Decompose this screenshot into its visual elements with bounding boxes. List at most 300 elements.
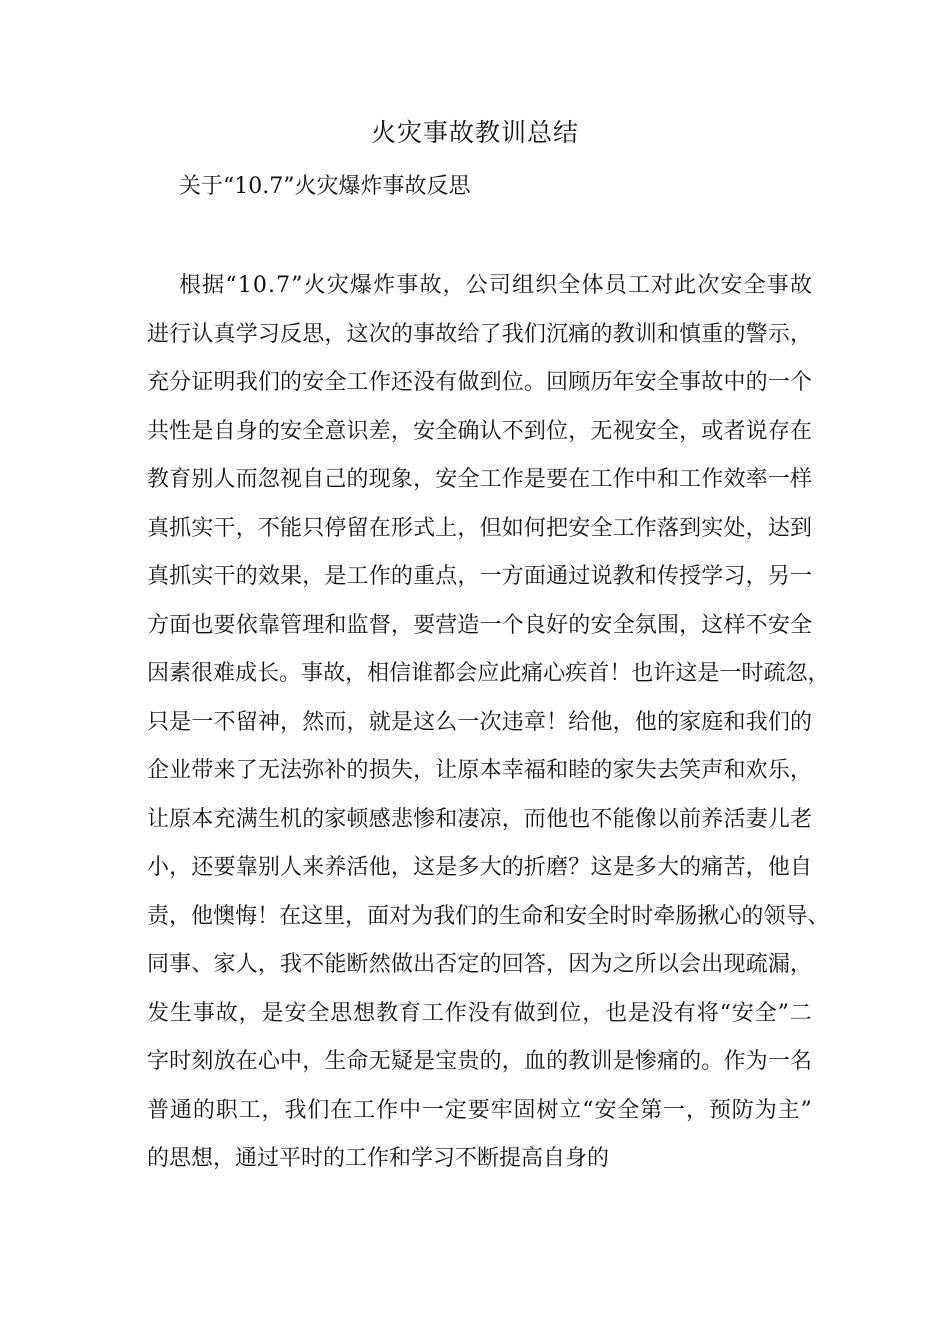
line-character: 的 [346, 758, 369, 783]
line-character: 训 [590, 1049, 613, 1074]
line-character: 此 [674, 273, 697, 298]
line-character: 要 [546, 467, 569, 492]
line-character: ， [235, 515, 258, 541]
line-character: 时 [609, 903, 632, 929]
line-character: 次 [479, 709, 502, 735]
line-character: 。 [523, 370, 546, 395]
line-character: 全 [307, 1000, 330, 1026]
line-character: 故 [701, 370, 724, 395]
line-character: 到 [679, 515, 702, 541]
line-character: 的 [789, 709, 812, 735]
line-character: 中 [634, 467, 657, 492]
line-character: 不 [501, 418, 524, 444]
paragraph-line [147, 945, 812, 994]
line-character: 二 [789, 1000, 812, 1026]
line-character: 全 [789, 612, 812, 638]
line-character: 只 [147, 709, 170, 735]
line-character: 苦 [723, 855, 746, 880]
line-character: 历 [590, 370, 613, 395]
line-character: 教 [376, 1000, 399, 1026]
line-character: 在 [368, 515, 391, 541]
line-character: 督 [368, 612, 391, 638]
line-character: 说 [745, 418, 768, 444]
line-character: 做 [457, 370, 480, 395]
line-character: 家 [213, 952, 236, 977]
line-character: 和 [723, 709, 746, 735]
line-character: 来 [213, 758, 236, 783]
line-character: 名 [789, 1049, 812, 1074]
line-character: 在 [330, 1097, 353, 1123]
line-character: 一 [767, 1049, 790, 1074]
line-character: 训 [634, 321, 657, 347]
line-character: 本 [479, 758, 502, 783]
line-character: ， [169, 855, 192, 880]
line-character: 这 [413, 855, 436, 880]
line-character: 能 [324, 952, 347, 977]
line-character: 疾 [565, 661, 588, 686]
line-character: 实 [701, 515, 724, 541]
line-character: 是 [628, 1000, 651, 1026]
line-character: 牵 [653, 903, 676, 929]
line-character: 责 [147, 903, 170, 929]
line-character: 安 [568, 515, 591, 541]
line-character: 一 [191, 709, 214, 735]
line-character: 这 [701, 612, 724, 638]
line-character: 同 [147, 952, 170, 977]
line-character: 落 [656, 515, 679, 541]
line-character: 火 [303, 273, 326, 298]
line-character: 的 [501, 855, 524, 880]
line-character: 监 [346, 612, 369, 638]
line-character: 只 [302, 515, 325, 541]
paragraph-line [147, 266, 812, 315]
line-character: 而 [324, 709, 347, 735]
paragraph-line [147, 606, 812, 655]
line-character: 这 [301, 903, 324, 929]
line-character: ， [457, 564, 480, 589]
line-character: 答 [523, 952, 546, 977]
line-character: 方 [147, 612, 170, 638]
line-character: 存 [767, 418, 790, 444]
line-character: 视 [280, 467, 303, 492]
line-character: 忽 [785, 661, 808, 686]
line-character: 身 [235, 418, 258, 444]
line-character: 安 [280, 418, 303, 444]
line-character: 和 [634, 564, 657, 589]
line-character: 事 [413, 321, 436, 347]
line-character: 们 [767, 709, 790, 735]
line-character: 作 [501, 467, 524, 492]
line-character: 而 [235, 467, 258, 492]
paragraph-line [147, 315, 812, 364]
line-character: 们 [307, 1097, 330, 1123]
line-character: 作 [723, 1049, 746, 1074]
line-character: 灾 [326, 273, 349, 298]
line-character: 没 [650, 1000, 673, 1026]
line-character: 全 [590, 515, 613, 541]
document-title: 火灾事故教训总结 [370, 118, 579, 147]
line-character: 预 [708, 1097, 731, 1123]
line-character: 是 [191, 418, 214, 444]
line-character: 留 [346, 515, 369, 541]
line-character: 全 [587, 903, 610, 929]
line-character: 这 [590, 855, 613, 880]
line-character: 现 [723, 952, 746, 977]
line-character: 教 [147, 467, 170, 492]
line-character: 么 [435, 709, 458, 735]
line-character: 达 [767, 515, 790, 541]
line-character: 一 [767, 467, 790, 492]
line-character: 习 [257, 321, 280, 347]
line-character: 、 [807, 903, 830, 929]
line-character: 真 [147, 515, 170, 541]
line-character: ？ [568, 855, 591, 880]
line-character: 家 [612, 758, 635, 783]
line-character: 氛 [634, 612, 657, 638]
line-character: 面 [523, 564, 546, 589]
line-character: 是 [169, 709, 192, 735]
line-character: 但 [479, 515, 502, 541]
line-character: 样 [789, 467, 812, 492]
paragraph-line [147, 460, 812, 509]
line-character: 主 [777, 1097, 800, 1123]
line-character: 事 [169, 952, 192, 977]
line-character: 儿 [767, 806, 790, 832]
line-character: 理 [302, 612, 325, 638]
line-character: 像 [634, 806, 657, 832]
line-character: 位 [546, 418, 569, 444]
line-character: . [267, 273, 275, 298]
line-character: 人 [235, 952, 258, 977]
line-character: 心 [719, 903, 742, 929]
line-character: 不 [590, 806, 613, 832]
line-character: 工 [627, 273, 650, 298]
line-character: 重 [413, 564, 436, 589]
line-character: 面 [367, 903, 390, 929]
line-character: ， [345, 661, 368, 686]
line-character: ， [280, 709, 303, 735]
paragraph-line [147, 848, 812, 897]
line-character: ” [291, 273, 303, 298]
line-character: 为 [590, 952, 613, 977]
line-character: 全 [612, 612, 635, 638]
line-character: 的 [235, 564, 258, 589]
line-character: ， [238, 1000, 261, 1026]
line-character: 证 [191, 370, 214, 395]
body-paragraph [147, 266, 830, 1188]
line-character: ， [413, 758, 436, 783]
line-character: 此 [499, 661, 522, 686]
line-character: 谁 [411, 661, 434, 686]
line-character: 的 [390, 321, 413, 347]
line-character: 生 [324, 1049, 347, 1074]
line-character: 命 [346, 1049, 369, 1074]
line-character: 和 [543, 903, 566, 929]
line-character: 的 [679, 855, 702, 880]
line-character: 抓 [169, 564, 192, 589]
line-character: ， [745, 855, 768, 880]
line-character: 一 [789, 564, 812, 589]
line-character: 据 [202, 273, 225, 298]
line-character: 全 [656, 418, 679, 444]
line-character: 不 [257, 515, 280, 541]
line-character: 们 [257, 370, 280, 395]
line-character: 在 [279, 903, 302, 929]
line-character: 也 [568, 806, 591, 832]
line-character: 习 [723, 564, 746, 589]
line-character: 给 [457, 321, 480, 347]
line-character: 全 [754, 1000, 777, 1026]
line-character: 方 [501, 564, 524, 589]
line-character: 能 [612, 806, 635, 832]
line-character: “ [225, 273, 237, 298]
line-character: 要 [213, 855, 236, 880]
line-character: 的 [679, 1049, 702, 1074]
line-character: ， [390, 612, 413, 638]
line-character: 点 [435, 564, 458, 589]
line-character: 效 [723, 467, 746, 492]
line-character: 时 [169, 1049, 192, 1074]
line-character: 他 [634, 709, 657, 735]
line-character: 差 [368, 418, 391, 444]
line-character: 、 [191, 952, 214, 977]
line-character: 中 [280, 1049, 303, 1074]
line-character: 率 [745, 467, 768, 492]
line-character: 7 [276, 273, 291, 298]
line-character: 人 [280, 855, 303, 880]
line-character: 作 [368, 564, 391, 589]
line-character: 识 [346, 418, 369, 444]
line-character: 事 [301, 661, 324, 686]
line-character: 小 [147, 855, 170, 880]
line-character: 首 [587, 661, 610, 686]
line-character: 干 [213, 515, 236, 541]
line-character: 的 [590, 321, 613, 347]
line-character: 的 [280, 370, 303, 395]
line-character: ， [261, 1097, 284, 1123]
line-character: 者 [723, 418, 746, 444]
line-character: 刻 [191, 1049, 214, 1074]
line-character: 本 [191, 806, 214, 832]
line-character: 年 [612, 370, 635, 395]
line-character: 还 [191, 855, 214, 880]
line-character: 工 [238, 1097, 261, 1123]
line-character: ， [546, 952, 569, 977]
line-character: 个 [789, 370, 812, 395]
line-character: 安 [302, 370, 325, 395]
line-character: 我 [280, 952, 303, 977]
line-character: 事 [766, 273, 789, 298]
line-character: 充 [147, 370, 170, 395]
line-character: 是 [390, 709, 413, 735]
line-character: 懊 [213, 903, 236, 929]
line-character: 分 [169, 370, 192, 395]
line-character: 无 [257, 758, 280, 783]
line-character: 别 [191, 467, 214, 492]
line-character: 养 [324, 855, 347, 880]
line-character: 安 [767, 612, 790, 638]
paragraph-line [147, 1139, 812, 1188]
line-character: 到 [789, 515, 812, 541]
line-character: ， [501, 806, 524, 832]
line-character: 一 [421, 1097, 444, 1123]
line-character: ， [612, 709, 635, 735]
line-character: 全 [656, 370, 679, 395]
line-character: 里 [323, 903, 346, 929]
line-character: 到 [536, 1000, 559, 1026]
line-character: 传 [656, 564, 679, 589]
line-character: 司 [488, 273, 511, 298]
line-character: 意 [324, 418, 347, 444]
line-character: 做 [390, 952, 413, 977]
line-character: 大 [479, 855, 502, 880]
line-character: 进 [147, 321, 170, 347]
line-character: 工 [353, 1097, 376, 1123]
line-character: 不 [302, 952, 325, 977]
line-character: 一 [479, 612, 502, 638]
line-character: 作 [634, 515, 657, 541]
line-character: 自 [213, 418, 236, 444]
line-character: 职 [215, 1097, 238, 1123]
line-character: 实 [191, 515, 214, 541]
line-character: 学 [235, 321, 258, 347]
line-character: 这 [675, 661, 698, 686]
line-character: 管 [280, 612, 303, 638]
line-character: 是 [324, 564, 347, 589]
line-character: 工 [679, 467, 702, 492]
line-character: 有 [673, 1000, 696, 1026]
line-character: 放 [213, 1049, 236, 1074]
line-character: 次 [368, 321, 391, 347]
line-character: 。 [701, 1049, 724, 1074]
line-character: 欢 [745, 758, 768, 783]
line-character: 体 [581, 273, 604, 298]
line-character: 有 [435, 370, 458, 395]
line-character: 法 [280, 758, 303, 783]
line-character: 留 [235, 709, 258, 735]
line-character: 前 [679, 806, 702, 832]
line-character: 损 [368, 758, 391, 783]
line-character: 教 [612, 564, 635, 589]
line-character: 命 [521, 903, 544, 929]
line-character: 领 [763, 903, 786, 929]
line-character: 一 [767, 370, 790, 395]
paragraph-line [147, 994, 812, 1043]
line-character: 出 [413, 952, 436, 977]
line-character: 折 [523, 855, 546, 880]
line-character: 故 [323, 661, 346, 686]
line-character: 的 [590, 758, 613, 783]
line-character: 如 [501, 515, 524, 541]
line-character: ， [568, 418, 591, 444]
line-character: 不 [213, 709, 236, 735]
line-character: 然 [302, 709, 325, 735]
line-character: 沉 [546, 321, 569, 347]
line-character: 牢 [490, 1097, 513, 1123]
paragraph-line [147, 703, 812, 752]
line-character: 要 [213, 612, 236, 638]
line-character: ， [257, 952, 280, 977]
line-character: 心 [543, 661, 566, 686]
line-character: ， [685, 1097, 708, 1123]
line-character: 在 [568, 467, 591, 492]
line-character: 位 [501, 370, 524, 395]
line-character: 。 [279, 661, 302, 686]
line-character: 学 [701, 564, 724, 589]
line-character: 家 [324, 806, 347, 832]
paragraph-line [147, 1091, 812, 1140]
line-character: 确 [457, 418, 480, 444]
line-character: 我 [501, 321, 524, 347]
line-character: 个 [501, 612, 524, 638]
line-character: 形 [390, 515, 413, 541]
line-character: 性 [169, 418, 192, 444]
line-character: 的 [192, 1097, 215, 1123]
line-character: 企 [147, 758, 170, 783]
line-character: 作 [701, 467, 724, 492]
line-character: 真 [213, 321, 236, 347]
line-character: 定 [457, 952, 480, 977]
document-subtitle: 关于“10.7”火灾爆炸事故反思 [179, 174, 471, 199]
line-character: 和 [723, 758, 746, 783]
line-character: ， [679, 418, 702, 444]
paragraph-line [147, 412, 812, 461]
line-character: 效 [257, 564, 280, 589]
line-character: 好 [546, 612, 569, 638]
line-character: 安 [590, 612, 613, 638]
line-character: 安 [284, 1000, 307, 1026]
line-character: 感 [368, 806, 391, 832]
line-character: 工 [479, 467, 502, 492]
line-character: 中 [723, 370, 746, 395]
line-character: ， [302, 564, 325, 589]
line-character: 疑 [390, 1049, 413, 1074]
line-character: 没 [467, 1000, 490, 1026]
line-character: 揪 [697, 903, 720, 929]
line-character: 故 [215, 1000, 238, 1026]
line-character: 样 [723, 612, 746, 638]
line-character: 为 [754, 1097, 777, 1123]
line-character: 认 [479, 418, 502, 444]
line-character: 事 [192, 1000, 215, 1026]
line-character: 充 [213, 806, 236, 832]
line-character: 公 [465, 273, 488, 298]
line-character: 机 [280, 806, 303, 832]
line-character: 全 [558, 273, 581, 298]
line-character: “ [719, 1000, 731, 1026]
line-character: 立 [559, 1097, 582, 1123]
line-character: ， [442, 273, 465, 298]
paragraph-line [147, 654, 830, 703]
line-character: 发 [147, 1000, 170, 1026]
line-character: ” [777, 1000, 789, 1026]
line-character: 是 [261, 1000, 284, 1026]
line-character: 工 [590, 467, 613, 492]
line-character: 我 [284, 1097, 307, 1123]
line-character: 神 [257, 709, 280, 735]
line-character: 全 [435, 418, 458, 444]
line-character: 全 [457, 467, 480, 492]
line-character: 炸 [373, 273, 396, 298]
line-character: 的 [257, 418, 280, 444]
line-character: 他 [767, 855, 790, 880]
line-character: 干 [213, 564, 236, 589]
line-character: 来 [302, 855, 325, 880]
line-character: 不 [745, 612, 768, 638]
line-character: ， [324, 321, 347, 347]
line-character: 声 [701, 758, 724, 783]
line-character: 要 [413, 612, 436, 638]
